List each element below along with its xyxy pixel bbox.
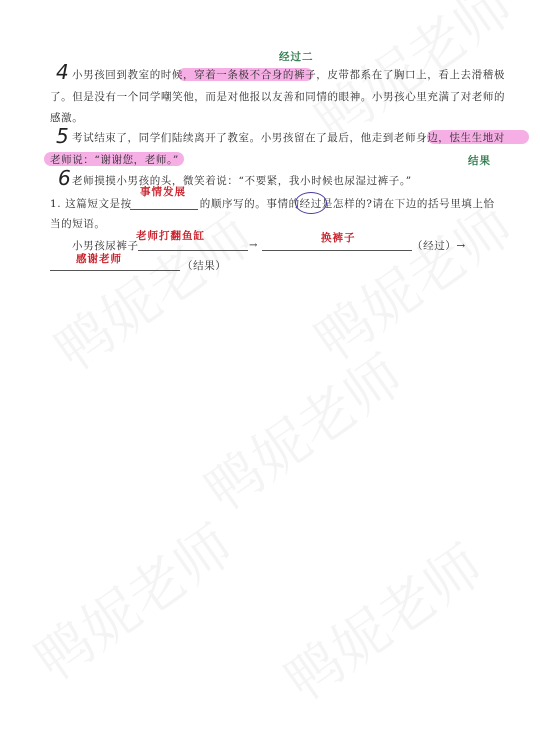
answer-blank-4: 感谢老师 (76, 253, 122, 265)
paragraph-6-line-1: 老师摸摸小男孩的头，微笑着说：“不要紧，我小时候也尿湿过裤子。” (72, 175, 412, 187)
q1-text-c: 是怎样的?请在下边的括号里填上恰 (321, 198, 495, 210)
p5-text-highlighted: 怯生生地对 (449, 132, 505, 144)
label-jingguo: （经过）→ (412, 240, 466, 252)
paragraph-4-line-1 (72, 68, 505, 82)
p4-text-highlighted: 穿着一条极不合身的裤子 (194, 69, 317, 81)
p4-text-a: 小男孩回到教室的时候， (72, 69, 195, 81)
paragraph-4-line-2: 了。但是没有一个同学嘲笑他，而是对他报以友善和同情的眼神。小男孩心里充满了对老师的 (50, 91, 506, 103)
fill-blank-1[interactable] (130, 209, 198, 210)
paragraph-5-line-1 (72, 131, 505, 145)
paragraph-number-4: 4 (56, 60, 69, 84)
fill-blank-4[interactable] (50, 270, 180, 271)
section-header-annotation: 经过二 (279, 51, 314, 63)
label-jieguo: （结果） (182, 260, 227, 272)
question-1-line-1 (50, 197, 495, 211)
paragraph-number-6: 6 (58, 166, 71, 190)
watermark (267, 523, 496, 717)
paragraph-5-line-2: 老师说：“谢谢您，老师。” (50, 154, 179, 166)
arrow-1: → (249, 240, 258, 251)
circle-mark (295, 192, 327, 214)
question-1-line-2: 当的短语。 (50, 218, 106, 230)
answer-blank-3: 换裤子 (321, 232, 356, 244)
watermark (297, 183, 526, 377)
p4-text-b: ，皮带都系在了胸口上，看上去滑稽极 (316, 69, 505, 81)
watermark (17, 503, 246, 697)
paragraph-4-line-3: 感激。 (50, 112, 84, 124)
chain-start: 小男孩尿裤子 (72, 240, 139, 252)
answer-blank-1: 事情发展 (140, 186, 186, 198)
fill-blank-2[interactable] (138, 250, 248, 251)
p5-text-a: 考试结束了，同学们陆续离开了教室。小男孩留在了最后，他走到老师身边， (72, 132, 450, 144)
result-annotation: 结果 (468, 155, 491, 167)
q1-circled-word: 经过 (299, 198, 322, 210)
paragraph-number-5: 5 (56, 124, 69, 148)
watermark (187, 333, 416, 527)
fill-blank-3[interactable] (262, 250, 412, 251)
q1-text-b: 的顺序写的。事情的 (199, 198, 300, 210)
q1-text-a: 1. 这篇短文是按 (50, 198, 132, 210)
answer-blank-2: 老师打翻鱼缸 (136, 230, 205, 242)
